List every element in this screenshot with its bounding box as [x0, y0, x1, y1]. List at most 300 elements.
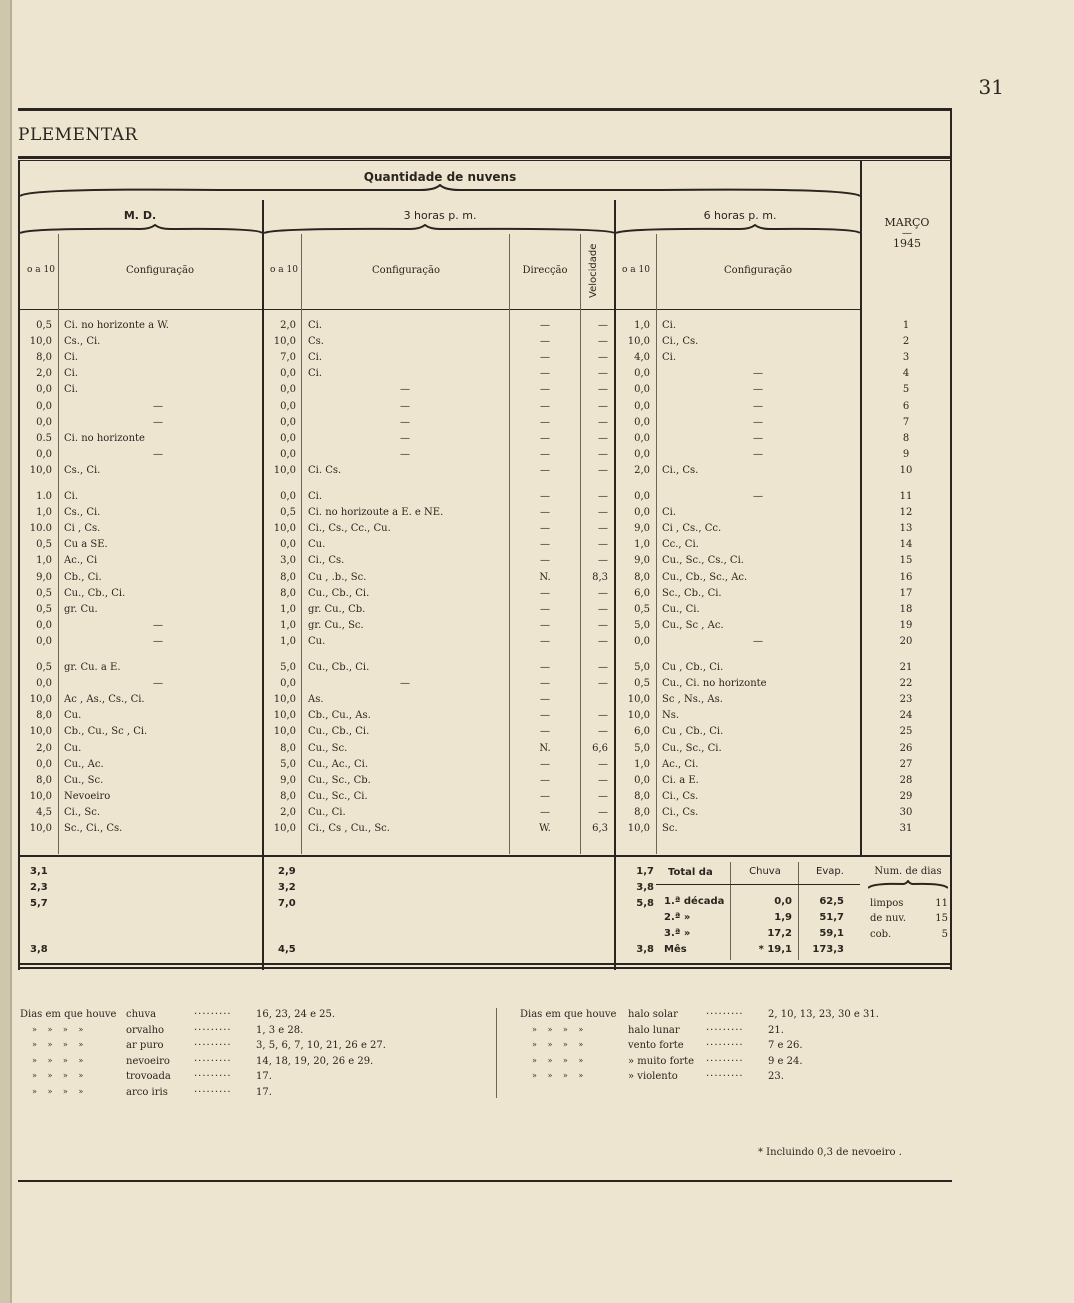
md-quantity: 0,5 [36, 587, 52, 599]
velocity: — [598, 507, 608, 519]
h6-quantity: 10,0 [627, 336, 650, 348]
h6-config: Ci., Cs. [662, 336, 699, 348]
h6-config: Ci. [662, 352, 677, 364]
h6-quantity: 0,0 [634, 400, 650, 412]
h6-quantity: 0,0 [634, 416, 650, 428]
legend-leader-dots: ········· [194, 1040, 232, 1051]
h6-config: Cc., Ci. [662, 539, 699, 551]
md-quantity: 1,0 [36, 555, 52, 567]
h6-quantity: 6,0 [634, 726, 650, 738]
period-label: 1.ª década [664, 896, 725, 907]
velocity: — [598, 384, 608, 396]
page-number: 31 [978, 75, 1004, 99]
h3-config: — [400, 678, 410, 690]
period-label: 3.ª » [664, 928, 691, 939]
md-quantity: 10,0 [29, 694, 52, 706]
legend-leader-dots: ········· [706, 1055, 744, 1067]
h3-config: Ci., Cs. [308, 555, 345, 567]
period-chuva: 1,9 [774, 912, 792, 923]
velocity: — [598, 448, 608, 460]
velocity: — [598, 368, 608, 380]
md-config: — [153, 635, 163, 647]
direction: — [540, 320, 550, 331]
h3-quantity: 8,0 [280, 571, 296, 583]
h3-config: Cu., Sc. [308, 742, 348, 754]
period-chuva: * 19,1 [758, 944, 792, 955]
direction: — [540, 758, 550, 770]
h6-quantity: 10,0 [627, 823, 650, 834]
main-brace [20, 184, 860, 198]
h3-quantity: 1,0 [280, 603, 296, 615]
direction: — [540, 635, 550, 647]
h6-quantity: 8,0 [634, 571, 650, 583]
direction: — [540, 555, 550, 567]
legend-phenomenon: orvalho [126, 1024, 165, 1036]
col-div-md-config [58, 234, 59, 854]
legend-days: 14, 18, 19, 20, 26 e 29. [256, 1055, 374, 1067]
sub-braces [20, 224, 860, 236]
header-md: M. D. [123, 209, 157, 222]
day-number: 22 [899, 678, 913, 690]
md-config: Ci. no horizonte a W. [64, 320, 169, 331]
dias-value: 11 [935, 898, 948, 909]
h3-scale-label: o a 10 [270, 265, 298, 275]
h3-quantity: 0,0 [280, 384, 296, 396]
direction: — [540, 352, 550, 364]
h3-quantity: 0,0 [280, 491, 296, 502]
velocity: — [598, 662, 608, 673]
title-rule-thin [18, 160, 952, 161]
velocity: — [598, 790, 608, 802]
footnote: * Incluindo 0,3 de nevoeiro . [758, 1147, 902, 1158]
period-evap: 51,7 [819, 912, 844, 923]
h3-config: Cs. [308, 336, 324, 348]
legend-leader-dots: ········· [706, 1071, 744, 1082]
h6-config: Ns. [662, 710, 680, 722]
legend-phenomenon: nevoeiro [126, 1055, 170, 1067]
h6-quantity: 2,0 [634, 464, 650, 476]
h3-config: As. [308, 694, 324, 706]
page-binding-edge [0, 0, 10, 1303]
h3-config: Cu., Cb., Ci. [308, 662, 370, 673]
legend-days: 3, 5, 6, 7, 10, 21, 26 e 27. [256, 1040, 386, 1051]
page-binding-line [10, 0, 12, 1303]
legend-prefix: Dias em que houve [20, 1009, 117, 1020]
legend-leader-dots: ········· [194, 1086, 232, 1098]
direction: — [540, 603, 550, 615]
direcao-label: Direcção [522, 265, 568, 276]
day-number: 15 [899, 555, 913, 567]
md-quantity: 0,0 [36, 400, 52, 412]
h6-quantity: 4,0 [634, 352, 650, 364]
h6-config: — [753, 448, 763, 460]
h3-config: Ci. [308, 368, 323, 380]
velocity: — [598, 352, 608, 364]
day-number: 2 [902, 336, 910, 348]
h6-quantity: 6,0 [634, 587, 650, 599]
h6-config: Ci. [662, 320, 677, 331]
h6-config: Sc , Ns., As. [662, 694, 723, 706]
h3-config: Ci., Cs., Cc., Cu. [308, 523, 391, 535]
h3-config: — [400, 448, 410, 460]
day-number: 27 [899, 758, 913, 770]
velocity: 8,3 [592, 571, 608, 583]
direction: — [540, 662, 550, 673]
day-number: 21 [899, 662, 913, 673]
h3-config: Ci. [308, 320, 323, 331]
h6-scale-label: o a 10 [622, 265, 650, 275]
md-config: Nevoeiro [64, 790, 111, 802]
period-chuva: 0,0 [774, 896, 792, 907]
md-config: Cb., Cu., Sc , Ci. [64, 726, 148, 738]
velocity: — [598, 400, 608, 412]
md-quantity: 0,0 [36, 678, 52, 690]
md-quantity: 0,0 [36, 416, 52, 428]
sum-div-evap-left [798, 862, 799, 960]
md-config: Ci. [64, 384, 79, 396]
h3-config: — [400, 432, 410, 444]
h6-config: Cu., Ci. [662, 603, 700, 615]
md-quantity: 8,0 [36, 710, 52, 722]
md-config: — [153, 678, 163, 690]
h3-config: Ci. [308, 352, 323, 364]
md-scale-label: o a 10 [27, 265, 55, 275]
md-quantity: 0.5 [36, 432, 52, 444]
h3-quantity: 0,0 [280, 432, 296, 444]
md-config: Ci., Sc. [64, 806, 101, 818]
h6-quantity: 0,0 [634, 491, 650, 502]
h3-config: Cu., Sc., Ci. [308, 790, 368, 802]
h3-config: Cb., Cu., As. [308, 710, 371, 722]
md-quantity: 10,0 [29, 823, 52, 834]
direction: — [540, 806, 550, 818]
h3-quantity: 0,0 [280, 448, 296, 460]
h6-quantity: 9,0 [634, 523, 650, 535]
md-quantity: 0,5 [36, 603, 52, 615]
day-number: 9 [902, 448, 910, 460]
period-evap: 62,5 [819, 896, 844, 907]
legend-leader-dots: ········· [194, 1009, 232, 1020]
summary-h6-value: 5,8 [636, 898, 654, 909]
day-number: 28 [899, 774, 913, 786]
velocity: — [598, 678, 608, 690]
direction: — [540, 539, 550, 551]
h6-quantity: 0,0 [634, 384, 650, 396]
h3-config: — [400, 400, 410, 412]
header-6h: 6 horas p. m. [703, 209, 777, 222]
day-number: 24 [899, 710, 913, 722]
bottom-rule-2 [18, 967, 952, 969]
header-month-dash: — [902, 228, 912, 239]
h6-config: Sc. [662, 823, 678, 834]
day-number: 1 [902, 320, 910, 331]
day-number: 16 [899, 571, 913, 583]
md-config: Sc., Ci., Cs. [64, 823, 123, 834]
legend-leader-dots: ········· [194, 1071, 232, 1082]
md-config: gr. Cu. a E. [64, 662, 121, 673]
day-number: 13 [899, 523, 913, 535]
velocidade-text: Velocidade [588, 243, 599, 298]
h6-config: Cu., Sc., Cs., Ci. [662, 555, 744, 567]
day-number: 8 [902, 432, 910, 444]
h6-config: Ci , Cs., Cc. [662, 523, 722, 535]
velocity: — [598, 491, 608, 502]
legend-leader-dots: ········· [194, 1024, 232, 1036]
h6-config: Ci. [662, 507, 677, 519]
header-year: 1945 [893, 237, 921, 250]
h6-quantity: 5,0 [634, 662, 650, 673]
summary-h6-value: 1,7 [636, 866, 654, 877]
velocity: — [598, 416, 608, 428]
legend-prefix: » » » » [32, 1086, 88, 1096]
legend-prefix: » » » » [32, 1040, 88, 1049]
md-quantity: 0,0 [36, 635, 52, 647]
dias-value: 15 [935, 913, 948, 924]
h3-quantity: 10,0 [273, 726, 296, 738]
legend-leader-dots: ········· [194, 1055, 232, 1067]
day-number: 3 [902, 352, 910, 364]
direction: N. [539, 571, 551, 583]
velocity: — [598, 710, 608, 722]
legend-prefix: » » » » [532, 1071, 588, 1080]
h3-quantity: 5,0 [280, 758, 296, 770]
h3-quantity: 1,0 [280, 635, 296, 647]
legend-phenomenon: » muito forte [628, 1055, 695, 1067]
h3-quantity: 8,0 [280, 587, 296, 599]
h6-config: — [753, 491, 763, 502]
md-quantity: 10,0 [29, 790, 52, 802]
md-quantity: 8,0 [36, 352, 52, 364]
h3-quantity: 9,0 [280, 774, 296, 786]
h6-quantity: 0,5 [634, 678, 650, 690]
h6-config: Sc., Cb., Ci. [662, 587, 722, 599]
h3-config: Cu. [308, 635, 326, 647]
day-number: 5 [902, 384, 910, 396]
legend-prefix: Dias em que houve [520, 1009, 617, 1020]
h6-config: Cu., Ci. no horizonte [662, 678, 767, 690]
h3-config: — [400, 416, 410, 428]
md-quantity: 0,0 [36, 619, 52, 631]
h3-quantity: 10,0 [273, 523, 296, 535]
summary-md-value: 3,8 [30, 944, 48, 955]
header-quantidade-nuvens: Quantidade de nuvens [363, 170, 517, 184]
h6-quantity: 0,0 [634, 774, 650, 786]
h6-quantity: 0,0 [634, 635, 650, 647]
dias-label: de nuv. [870, 913, 907, 924]
h3-quantity: 10,0 [273, 464, 296, 476]
md-config-label: Configuração [126, 265, 194, 276]
day-number: 14 [899, 539, 913, 551]
summary-h3-value: 4,5 [278, 944, 296, 955]
legend-days: 23. [768, 1071, 784, 1082]
h3-config: — [400, 384, 410, 396]
velocity: — [598, 587, 608, 599]
legend-leader-dots: ········· [706, 1009, 744, 1020]
md-config: Cu., Ac. [64, 758, 104, 770]
h6-quantity: 0,5 [634, 603, 650, 615]
md-config: Ci , Cs. [64, 523, 101, 535]
h6-config: — [753, 384, 763, 396]
h6-quantity: 8,0 [634, 790, 650, 802]
h3-config: Cu., Cb., Ci. [308, 587, 370, 599]
md-quantity: 1.0 [36, 491, 52, 502]
legend-days: 21. [768, 1024, 784, 1036]
direction: — [540, 416, 550, 428]
h6-quantity: 10,0 [627, 694, 650, 706]
summary-md-value: 3,1 [30, 866, 48, 877]
day-number: 30 [899, 806, 913, 818]
direction: — [540, 678, 550, 690]
md-config: Ci. [64, 491, 79, 502]
num-dias-label: Num. de dias [874, 866, 942, 877]
velocity: — [598, 635, 608, 647]
direction: — [540, 619, 550, 631]
h3-quantity: 2,0 [280, 806, 296, 818]
md-quantity: 1,0 [36, 507, 52, 519]
velocity: — [598, 523, 608, 535]
direction: — [540, 400, 550, 412]
md-quantity: 0,0 [36, 448, 52, 460]
h3-config-label: Configuração [372, 265, 440, 276]
direction: — [540, 710, 550, 722]
direction: W. [539, 823, 551, 834]
h6-quantity: 9,0 [634, 555, 650, 567]
md-config: Cb., Ci. [64, 571, 102, 583]
day-number: 7 [902, 416, 910, 428]
dias-label: cob. [870, 929, 892, 940]
md-quantity: 2,0 [36, 742, 52, 754]
legend-prefix: » » » » [532, 1040, 588, 1049]
h3-quantity: 5,0 [280, 662, 296, 673]
h3-quantity: 3,0 [280, 555, 296, 567]
h3-config: Cu., Ac., Ci. [308, 758, 369, 770]
legend-phenomenon: trovoada [126, 1071, 171, 1082]
direction: — [540, 491, 550, 502]
md-config: Cs., Ci. [64, 464, 101, 476]
direction: — [540, 368, 550, 380]
day-number: 19 [899, 619, 913, 631]
chuva-label: Chuva [749, 866, 781, 877]
h6-config: Ac., Ci. [662, 758, 699, 770]
md-quantity: 0,0 [36, 384, 52, 396]
md-config: Cu., Cb., Ci. [64, 587, 126, 599]
h6-config: Ci., Cs. [662, 464, 699, 476]
summary-md-value: 2,3 [30, 882, 48, 893]
md-quantity: 10,0 [29, 726, 52, 738]
h6-quantity: 0,0 [634, 368, 650, 380]
md-config: Ci. [64, 368, 79, 380]
md-config: Ac , As., Cs., Ci. [64, 694, 145, 706]
header-3h: 3 horas p. m. [403, 209, 477, 222]
header-bottom-rule [20, 309, 860, 310]
total-da-label: Total da [668, 867, 713, 878]
sum-div-chuva-left [730, 862, 731, 960]
direction: — [540, 384, 550, 396]
md-config: Cs., Ci. [64, 336, 101, 348]
md-config: Cs., Ci. [64, 507, 101, 519]
period-evap: 173,3 [812, 944, 844, 955]
md-quantity: 0,5 [36, 320, 52, 331]
velocity: — [598, 603, 608, 615]
h3-quantity: 0,0 [280, 416, 296, 428]
day-number: 11 [899, 491, 913, 502]
legend-divider [496, 1008, 497, 1098]
h3-config: Cu., Ci. [308, 806, 346, 818]
day-number: 10 [899, 464, 913, 476]
day-number: 31 [899, 823, 913, 834]
velocity: — [598, 539, 608, 551]
day-number: 25 [899, 726, 913, 738]
h6-quantity: 1,0 [634, 539, 650, 551]
h3-quantity: 10,0 [273, 710, 296, 722]
h3-quantity: 10,0 [273, 336, 296, 348]
direction: — [540, 336, 550, 348]
legend-days: 9 e 24. [768, 1055, 803, 1067]
md-config: Cu., Sc. [64, 774, 104, 786]
section-title: PLEMENTAR [18, 125, 138, 145]
h3-quantity: 10,0 [273, 823, 296, 834]
legend-days: 7 e 26. [768, 1040, 803, 1051]
h6-config: Cu , Cb., Ci. [662, 726, 724, 738]
dias-value: 5 [941, 929, 948, 940]
day-number: 23 [899, 694, 913, 706]
legend-phenomenon: » violento [628, 1071, 678, 1082]
md-quantity: 0,5 [36, 539, 52, 551]
h6-quantity: 10,0 [627, 710, 650, 722]
h6-quantity: 1,0 [634, 758, 650, 770]
legend-days: 16, 23, 24 e 25. [256, 1009, 336, 1020]
h6-quantity: 5,0 [634, 742, 650, 754]
md-config: — [153, 619, 163, 631]
h3-quantity: 8,0 [280, 790, 296, 802]
day-number: 12 [899, 507, 913, 519]
md-config: — [153, 400, 163, 412]
h6-config: Cu., Sc., Ci. [662, 742, 722, 754]
h3-quantity: 0,0 [280, 678, 296, 690]
day-number: 20 [899, 635, 913, 647]
legend-leader-dots: ········· [706, 1024, 744, 1036]
md-config: Ci. no horizonte [64, 432, 145, 444]
direction: — [540, 523, 550, 535]
day-number: 18 [899, 603, 913, 615]
dias-label: limpos [870, 898, 904, 909]
h3-config: Cu , .b., Sc. [308, 571, 367, 583]
h6-config: Cu., Sc , Ac. [662, 619, 724, 631]
velocity: — [598, 464, 608, 476]
velocity: — [598, 320, 608, 331]
md-quantity: 2,0 [36, 368, 52, 380]
legend-phenomenon: halo lunar [628, 1024, 680, 1036]
h3-quantity: 2,0 [280, 320, 296, 331]
direction: — [540, 464, 550, 476]
direction: — [540, 790, 550, 802]
direction: — [540, 774, 550, 786]
h3-config: Cu., Sc., Cb. [308, 774, 371, 786]
header-month: MARÇO [884, 216, 930, 229]
h6-config: Ci., Cs. [662, 806, 699, 818]
velocity: — [598, 726, 608, 738]
h3-config: Ci., Cs , Cu., Sc. [308, 823, 390, 834]
h6-config-label: Configuração [724, 265, 792, 276]
velocity: 6,6 [592, 742, 608, 754]
md-config: — [153, 448, 163, 460]
legend-phenomenon: vento forte [628, 1040, 684, 1051]
velocity: — [598, 806, 608, 818]
md-config: Ci. [64, 352, 79, 364]
summary-h6-value: 3,8 [636, 882, 654, 893]
legend-prefix: » » » » [32, 1071, 88, 1080]
h6-config: — [753, 368, 763, 380]
